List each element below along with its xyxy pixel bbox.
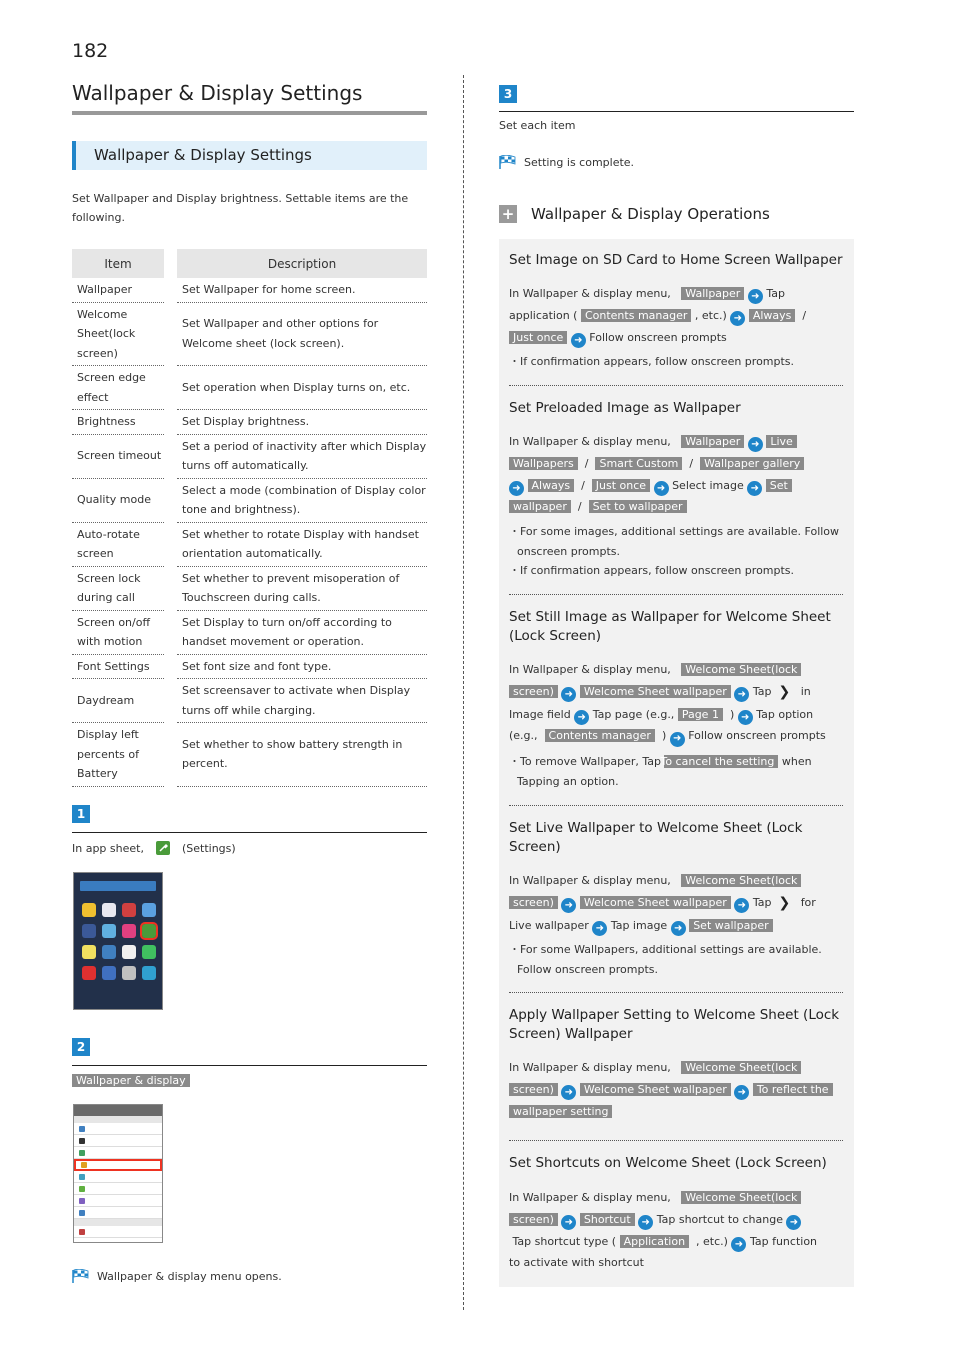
menu-row [74,1207,162,1219]
set-to-wallpaper-chip: Set to wallpaper [589,500,687,513]
menu-row [74,1195,162,1207]
table-cell-item: Auto-rotate screen [72,523,164,567]
table-row [72,723,427,787]
reflect-setting-chip: To reflect the [753,1083,833,1096]
app-icon [102,924,116,938]
op-live-body: In Wallpaper & display menu, Welcome Sheet(lock screen) ➜ Welcome Sheet wallpaper ➜ Tap ❯ for Live wallpaper ➜ Tap image ➜ Set wallpaper [509,870,847,936]
table-row [72,523,427,567]
chevron-right-icon: ❯ [778,894,791,911]
step-1-text [72,840,236,856]
arrow-right-icon: ➜ [747,481,762,496]
arrow-right-icon: ➜ [509,481,524,496]
menu-row [74,1135,162,1147]
arrow-right-icon: ➜ [638,1215,653,1230]
step-1-line [72,832,427,833]
op-still-note: ・To remove Wallpaper, Tap To cancel the setting when Tapping an option. [509,755,812,788]
app-icon [122,903,136,917]
always-chip: Always [528,479,575,492]
page-1-chip: Page 1 [678,708,723,721]
arrow-right-icon: ➜ [738,710,753,725]
reflect-setting-chip: wallpaper setting [509,1105,612,1118]
op-pre-title: Set Preloaded Image as Wallpaper [509,400,741,416]
settings-table [72,249,427,787]
op-sd-note: ・If confirmation appears, follow onscreen prompts. [509,355,795,368]
table-cell-item: Daydream [72,679,164,723]
arrow-right-icon: ➜ [734,1085,749,1100]
table-cell-description: Set whether to rotate Display with handset orientation automatically. [177,523,427,567]
welcome-sheet-wallpaper-chip: Welcome Sheet wallpaper [580,685,731,698]
arrow-right-icon: ➜ [730,311,745,326]
arrow-right-icon: ➜ [734,687,749,702]
table-row [72,567,427,611]
app-icon [122,924,136,938]
menu-row [74,1123,162,1135]
app-grid [74,891,162,980]
table-cell-description: Set font size and font type. [177,655,427,680]
table-cell-item: Display left percents of Battery [72,723,164,787]
step-1-suffix: (Settings) [181,841,236,855]
table-cell-item: Font Settings [72,655,164,680]
step-2-result-text: Wallpaper & display menu opens. [97,1269,282,1283]
op-still-body: In Wallpaper & display menu, Welcome Sheet(lock screen) ➜ Welcome Sheet wallpaper ➜ Tap ❯ in Image field ➜ Tap page (e.g., Page 1 ) ➜ Tap option (e.g., Contents manager ) ➜ Follow onscreen prompts [509,659,847,747]
welcome-sheet-wallpaper-chip: Welcome Sheet wallpaper [580,1083,731,1096]
step-3-line [499,111,854,112]
step-3-result-text: Setting is complete. [524,155,635,169]
op-separator [509,385,843,386]
cancel-setting-chip: To cancel the setting [664,755,778,768]
table-row [72,366,427,410]
arrow-right-icon: ➜ [654,481,669,496]
welcome-sheet-chip: Welcome Sheet(lock [681,663,801,676]
menu-row [74,1171,162,1183]
table-cell-item: Welcome Sheet(lock screen) [72,303,164,367]
arrow-right-icon: ➜ [670,732,685,747]
menu-row [74,1147,162,1159]
welcome-sheet-chip: screen) [509,1213,558,1226]
search-bar [80,881,156,891]
table-row [72,303,427,367]
welcome-sheet-chip: screen) [509,1083,558,1096]
app-icon [122,945,136,959]
intro-text: Set Wallpaper and Display brightness. Settable items are the following. [72,192,409,224]
app-icon [82,924,96,938]
table-row [72,278,427,303]
arrow-right-icon: ➜ [561,687,576,702]
menu-row-highlighted [74,1159,162,1171]
checkered-flag-icon [72,1269,89,1283]
page-number: 182 [72,40,109,62]
live-wallpapers-chip: Wallpapers [509,457,578,470]
contents-manager-chip: Contents manager [545,729,655,742]
app-icon [142,945,156,959]
table-cell-item: Screen lock during call [72,567,164,611]
op-sd-title: Set Image on SD Card to Home Screen Wallpaper [509,252,843,268]
smart-custom-chip: Smart Custom [595,457,682,470]
op-live-title: Set Live Wallpaper to Welcome Sheet (Lock Screen) [509,820,803,855]
table-cell-item: Wallpaper [72,278,164,303]
table-row [72,410,427,435]
welcome-sheet-chip: Welcome Sheet(lock [681,874,801,887]
settings-header [74,1105,162,1116]
contents-manager-chip: Contents manager [581,309,691,322]
chevron-right-icon: ❯ [778,683,791,700]
arrow-right-icon: ➜ [561,898,576,913]
wallpaper-display-chip: Wallpaper & display [72,1074,190,1087]
welcome-sheet-chip: Welcome Sheet(lock [681,1061,801,1074]
arrow-right-icon: ➜ [571,333,586,348]
table-cell-description: Set Wallpaper and other options for Welcome sheet (lock screen). [177,303,427,367]
step-2-chip [72,1073,190,1087]
op-separator [509,1140,843,1141]
arrow-right-icon: ➜ [561,1215,576,1230]
table-header-description: Description [177,249,427,278]
step-1-badge: 1 [72,805,90,823]
table-header-item: Item [72,249,164,278]
table-row [72,479,427,523]
welcome-sheet-wallpaper-chip: Welcome Sheet wallpaper [580,896,731,909]
welcome-sheet-chip: screen) [509,896,558,909]
column-divider [463,75,464,1310]
welcome-sheet-chip: screen) [509,685,558,698]
app-icon [142,903,156,917]
settings-icon [156,841,170,855]
op-separator [509,805,843,806]
set-wallpaper-chip: Set wallpaper [689,919,772,932]
wallpaper-chip: Wallpaper [681,287,744,300]
plus-icon: + [499,205,517,223]
op-short-body: In Wallpaper & display menu, Welcome Sheet(lock screen) ➜ Shortcut ➜ Tap shortcut to change ➜ Tap shortcut type ( Application , etc.) ➜ Tap function to activate with shortcut [509,1191,818,1270]
table-row [72,435,427,479]
app-icon [102,966,116,980]
table-cell-item: Screen on/off with motion [72,611,164,655]
app-icon [82,903,96,917]
table-cell-description: Set whether to prevent misoperation of Touchscreen during calls. [177,567,427,611]
op-separator [509,594,843,595]
app-icon [82,966,96,980]
table-cell-item: Screen timeout [72,435,164,479]
app-icon [122,966,136,980]
table-row [72,679,427,723]
section-band [72,141,427,170]
shortcut-chip: Shortcut [580,1213,635,1226]
menu-row [74,1183,162,1195]
table-cell-description: Set a period of inactivity after which Display turns off automatically. [177,435,427,479]
set-wallpaper-chip: wallpaper [509,500,571,513]
arrow-right-icon: ➜ [734,898,749,913]
arrow-right-icon: ➜ [731,1237,746,1252]
app-icon [102,903,116,917]
table-cell-description: Set screensaver to activate when Display turns off while charging. [177,679,427,723]
step-1-prefix: In app sheet, [72,841,144,855]
table-cell-description: Set operation when Display turns on, etc. [177,366,427,410]
op-apply-body: In Wallpaper & display menu, Welcome Sheet(lock screen) ➜ Welcome Sheet wallpaper ➜ To reflect the wallpaper setting [509,1057,847,1122]
step-3-result [499,153,634,171]
section-header [74,1219,162,1226]
table-cell-description: Set Display to turn on/off according to handset movement or operation. [177,611,427,655]
welcome-sheet-chip: Welcome Sheet(lock [681,1191,801,1204]
page-title: Wallpaper & Display Settings [72,81,427,115]
home-screen-screenshot [73,872,163,1010]
table-cell-description: Set whether to show battery strength in percent. [177,723,427,787]
op-short-title: Set Shortcuts on Welcome Sheet (Lock Screen) [509,1155,827,1171]
wallpaper-gallery-chip: Wallpaper gallery [700,457,804,470]
settings-menu-screenshot [73,1104,163,1243]
arrow-right-icon: ➜ [592,921,607,936]
table-cell-description: Select a mode (combination of Display color tone and brightness). [177,479,427,523]
wallpaper-chip: Wallpaper [681,435,744,448]
table-cell-item: Brightness [72,410,164,435]
live-chip: Live [766,435,796,448]
arrow-right-icon: ➜ [574,710,589,725]
set-chip: Set [766,479,792,492]
step-3-text: Set each item [499,119,576,132]
op-separator [509,992,843,993]
arrow-right-icon: ➜ [671,921,686,936]
section-title: Wallpaper & Display Settings [94,146,312,164]
op-apply-title: Apply Wallpaper Setting to Welcome Sheet (Lock Screen) Wallpaper [509,1007,840,1042]
app-icon [82,945,96,959]
application-chip: Application [620,1235,689,1248]
settings-app-icon [142,924,156,938]
op-live-note: ・For some Wallpapers, additional settings are available. Follow onscreen prompts. [509,943,822,976]
step-3-badge: 3 [499,85,517,103]
arrow-right-icon: ➜ [748,289,763,304]
arrow-right-icon: ➜ [786,1215,801,1230]
ops-panel [499,239,854,1287]
step-2-result [72,1267,282,1285]
always-chip: Always [749,309,796,322]
just-once-chip: Just once [509,331,567,344]
app-icon [102,945,116,959]
app-icon [142,966,156,980]
op-sd-body: In Wallpaper & display menu, Wallpaper ➜ Tap application ( Contents manager , etc.) ➜ Always / Just once ➜ Follow onscreen prompts [509,283,847,348]
op-pre-note-2: ・If confirmation appears, follow onscreen prompts. [509,564,795,577]
ops-header [499,205,770,223]
table-row [72,655,427,680]
checkered-flag-icon [499,155,516,169]
step-2-badge: 2 [72,1038,90,1056]
op-pre-body: In Wallpaper & display menu, Wallpaper ➜ Live Wallpapers / Smart Custom / Wallpaper gallery ➜ Always / Just once ➜ Select image ➜ Set wallpaper / Set to wallpaper [509,431,847,518]
table-header-row [72,249,427,278]
table-row [72,611,427,655]
section-header [74,1116,162,1123]
table-cell-description: Set Wallpaper for home screen. [177,278,427,303]
op-still-title: Set Still Image as Wallpaper for Welcome Sheet (Lock Screen) [509,609,831,644]
table-cell-item: Screen edge effect [72,366,164,410]
arrow-right-icon: ➜ [748,437,763,452]
table-cell-description: Set Display brightness. [177,410,427,435]
just-once-chip: Just once [592,479,650,492]
step-2-line [72,1065,427,1066]
op-pre-note-1: ・For some images, additional settings are available. Follow onscreen prompts. [509,525,840,558]
table-cell-item: Quality mode [72,479,164,523]
menu-row [74,1226,162,1238]
ops-title: Wallpaper & Display Operations [531,205,770,223]
arrow-right-icon: ➜ [561,1085,576,1100]
